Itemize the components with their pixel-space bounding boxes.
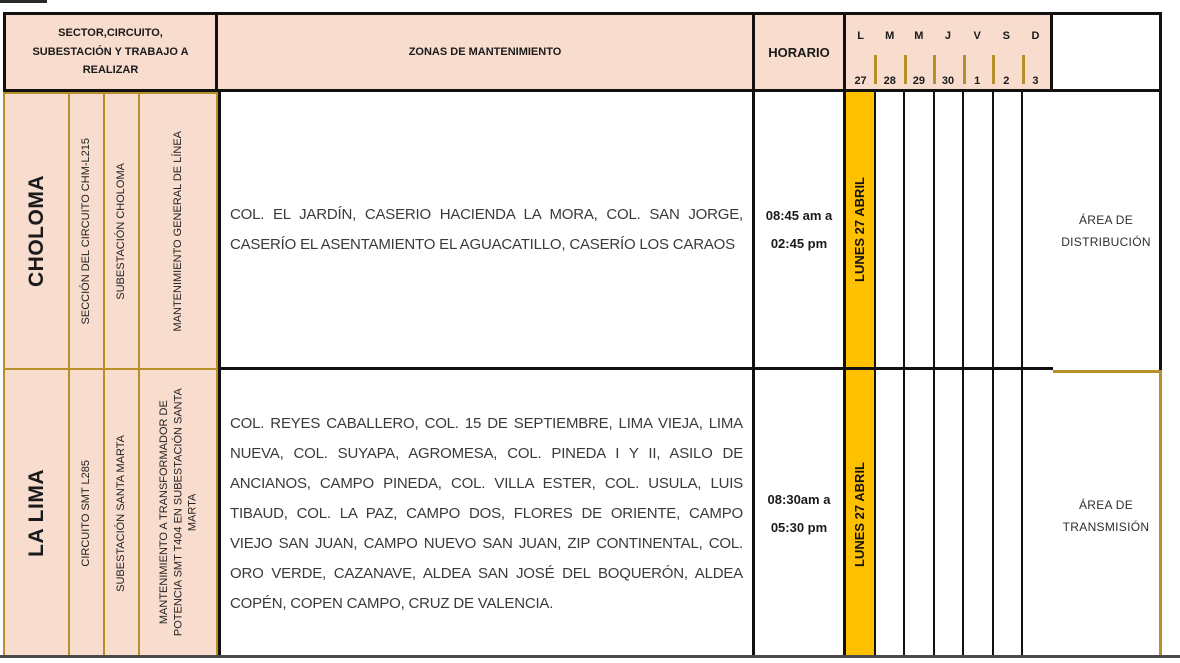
day-number-2: 2: [1003, 75, 1010, 87]
scheduled-day-label: LUNES 27 ABRIL: [852, 461, 868, 567]
day-number-30: 30: [941, 75, 955, 87]
header-sector-circuito: SECTOR,CIRCUITO, SUBESTACIÓN Y TRABAJO A REALIZAR: [3, 12, 218, 92]
subestacion-cell: [105, 92, 140, 370]
day-letter-s: S: [1002, 30, 1010, 42]
circuito-label: SECCIÓN DEL CIRCUITO CHM-L215: [80, 137, 93, 325]
scheduled-day-bar: [846, 370, 876, 658]
subestacion-label: SUBESTACIÓN CHOLOMA: [115, 162, 128, 300]
sector-name-cell: [3, 92, 70, 370]
area-cell: [1053, 370, 1162, 658]
table-header-row: [3, 12, 1162, 92]
zonas-text: COL. EL JARDÍN, CASERIO HACIENDA LA MORA, COL. SAN JORGE, CASERÍO EL ASENTAMIENTO EL AGUACATILLO, CASERÍO LOS CARAOS: [230, 205, 743, 253]
circuito-cell: [70, 370, 105, 658]
trabajo-cell: [140, 370, 218, 658]
header-zonas-mantenimiento: ZONAS DE MANTENIMIENTO: [218, 12, 755, 92]
week-grid: [846, 370, 1053, 658]
day-letter-m1: M: [885, 30, 895, 42]
maintenance-schedule-table: [3, 12, 1162, 658]
day-letter-m2: M: [914, 30, 924, 42]
day-number-3: 3: [1032, 75, 1039, 87]
sector-name-label: LA LIMA: [24, 469, 48, 557]
day-cell: [994, 370, 1024, 658]
horario-start: 08:45 am a: [765, 207, 833, 223]
horario-start: 08:30am a: [767, 492, 831, 507]
trabajo-label: MANTENIMIENTO GENERAL DE LÍNEA: [171, 130, 184, 332]
horario-end: 02:45 pm: [770, 235, 828, 251]
horario-cell: [755, 92, 846, 370]
header-horario: HORARIO: [755, 12, 846, 92]
area-label-line1: ÁREA DE: [1078, 213, 1134, 227]
zonas-cell: [218, 92, 755, 370]
area-label-line1: ÁREA DE: [1078, 497, 1134, 512]
circuito-label: CIRCUITO SMT L285: [80, 459, 93, 567]
day-cell: [935, 370, 965, 658]
day-letter-d: D: [1031, 30, 1040, 42]
day-number-29: 29: [912, 75, 925, 87]
circuito-cell: [70, 92, 105, 370]
top-edge-artifact-line: [0, 0, 47, 3]
area-label-line2: TRANSMISIÓN: [1062, 519, 1150, 534]
page-bottom-divider: [0, 655, 1180, 658]
sector-name-label: CHOLOMA: [24, 175, 48, 287]
week-grid: [846, 92, 1053, 370]
header-area-blank: [1053, 12, 1162, 92]
day-numbers-row: [846, 75, 1050, 87]
area-cell: [1053, 92, 1162, 370]
day-cell: [1023, 370, 1053, 658]
table-row-choloma: [3, 92, 1162, 370]
day-cell: [935, 92, 965, 367]
day-letters-row: [846, 15, 1050, 42]
day-letter-v: V: [973, 30, 981, 42]
scheduled-day-label: LUNES 27 ABRIL: [852, 177, 868, 282]
subestacion-cell: [105, 370, 140, 658]
day-number-28: 28: [883, 75, 896, 87]
horario-cell: [755, 370, 846, 658]
day-cell: [905, 370, 935, 658]
trabajo-label: MANTENIMIENTO A TRANSFORMADOR DE POTENCIA SMT T404 EN SUBESTACIÓN SANTA MARTA: [157, 389, 199, 637]
day-letter-l: L: [857, 30, 864, 42]
trabajo-cell: [140, 92, 218, 370]
day-cell: [964, 370, 994, 658]
day-number-27: 27: [854, 75, 867, 87]
horario-end: 05:30 pm: [770, 520, 828, 535]
day-cell: [964, 92, 994, 367]
zonas-text: COL. REYES CABALLERO, COL. 15 DE SEPTIEMBRE, LIMA VIEJA, LIMA NUEVA, COL. SUYAPA, AGROMESA, COL. PINEDA I Y II, ASILO DE ANCIANOS, CAMPO PINEDA, COL. VILLA ESTER, COL. USULA, LUIS TIBAUD, COL. LA PAZ, CAMPO DOS, FLORES DE ORIENTE, CAMPO VIEJO SAN JUAN, CAMPO NUEVO SAN JUAN, ZIP CONTINENTAL, COL. ORO VERDE, CAZANAVE, ALDEA SAN JOSÉ DEL BOQUERÓN, ALDEA COPÉN, COPEN CAMPO, CRUZ DE VALENCIA.: [230, 415, 743, 612]
header-week-days: [846, 12, 1053, 92]
day-cell: [1023, 92, 1053, 367]
day-cell: [905, 92, 935, 367]
day-number-1: 1: [974, 75, 981, 87]
subestacion-label: SUBESTACIÓN SANTA MARTA: [115, 434, 128, 592]
day-cell: [876, 92, 906, 367]
sector-name-cell: [3, 370, 70, 658]
scheduled-day-bar: [846, 92, 876, 367]
area-label-line2: DISTRIBUCIÓN: [1061, 235, 1151, 249]
zonas-cell: [218, 370, 755, 658]
day-cell: [876, 370, 906, 658]
day-letter-j: J: [944, 30, 952, 42]
day-cell: [994, 92, 1024, 367]
table-row-la-lima: [3, 370, 1162, 658]
